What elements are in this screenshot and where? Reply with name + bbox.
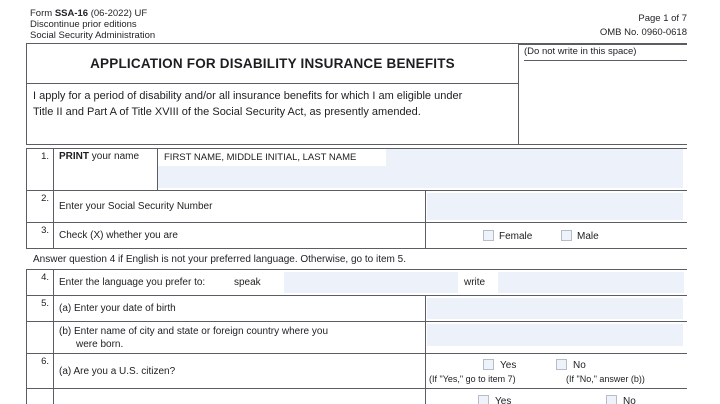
date-of-birth-field[interactable]	[427, 298, 683, 319]
language-instruction-note: Answer question 4 if English is not your preferred language. Otherwise, go to item 5.	[26, 248, 687, 269]
q6b-label-empty	[54, 389, 426, 404]
male-label: Male	[577, 231, 599, 242]
q4-label: Enter the language you prefer to:	[59, 277, 206, 288]
row-q1	[26, 148, 687, 190]
q5a-label: (a) Enter your date of birth	[54, 296, 426, 321]
q5a-answer-cell	[426, 296, 687, 321]
row-q6a	[26, 353, 687, 388]
q6a-answer-cell	[426, 354, 687, 388]
q5-number: 5.	[27, 296, 54, 321]
q4-speak-label: speak	[234, 277, 261, 288]
q1-label-bold: PRINT	[59, 151, 89, 162]
row-q5a	[26, 295, 687, 321]
page-indicator: Page 1 of 7	[638, 13, 687, 24]
q1-number: 1.	[27, 149, 54, 190]
q5b-label-line1: (b) Enter name of city and state or foreign country where you	[59, 326, 329, 337]
q5b-label	[54, 322, 426, 353]
do-not-write-box	[518, 44, 687, 145]
citizen-yes-label: Yes	[500, 360, 517, 371]
row-q6b	[26, 388, 687, 404]
q4-number: 4.	[27, 270, 54, 295]
discontinue-note: Discontinue prior editions	[30, 19, 137, 30]
q6b-number-empty	[27, 389, 54, 404]
place-of-birth-field[interactable]	[427, 324, 683, 346]
title-intro-box	[26, 44, 518, 145]
row-q5b	[26, 321, 687, 353]
citizen-yes-checkbox[interactable]	[483, 359, 494, 370]
q3-answer-cell	[426, 223, 687, 248]
q2-answer-cell	[426, 191, 687, 222]
form-number: SSA-16	[54, 8, 89, 19]
row-q3	[26, 222, 687, 248]
form-id-prefix: Form	[30, 8, 53, 19]
q2-number: 2.	[27, 191, 54, 222]
citizen-no-label: No	[573, 360, 586, 371]
q6b-answer-cell	[426, 389, 687, 404]
speak-language-field[interactable]	[284, 272, 458, 293]
q5b-label-line2: were born.	[76, 338, 124, 350]
q1-field-gap	[683, 149, 687, 190]
name-input-field[interactable]	[158, 149, 687, 190]
q5b-number-empty	[27, 322, 54, 353]
agency-name: Social Security Administration	[30, 30, 156, 41]
q5b-answer-cell	[426, 322, 687, 353]
row-q2	[26, 190, 687, 222]
do-not-write-label: (Do not write in this space)	[524, 46, 687, 61]
male-checkbox[interactable]	[561, 230, 572, 241]
form-title: APPLICATION FOR DISABILITY INSURANCE BENEFITS	[90, 56, 455, 71]
intro-paragraph: I apply for a period of disability and/or all insurance benefits for which I am eligible under Title II and Part A of Title XVIII of the Social Security Act, as presently amended.	[33, 90, 463, 118]
female-label: Female	[499, 231, 533, 242]
q6-number: 6.	[27, 354, 54, 388]
write-language-field[interactable]	[498, 272, 684, 293]
q6a-label: (a) Are you a U.S. citizen?	[54, 354, 426, 388]
q1-label-rest: your name	[91, 151, 140, 162]
q6b-yes-checkbox[interactable]	[478, 395, 489, 404]
q2-label: Enter your Social Security Number	[54, 191, 426, 222]
form-id-line	[30, 8, 147, 19]
omb-number: OMB No. 0960-0618	[599, 27, 687, 38]
ssn-input-field[interactable]	[427, 193, 683, 220]
q6b-no-checkbox[interactable]	[606, 395, 617, 404]
citizen-no-note: (If "No," answer (b))	[566, 374, 645, 384]
q1-label	[54, 149, 158, 190]
q6b-yes-label: Yes	[495, 396, 512, 404]
q4-write-label: write	[464, 277, 486, 288]
title-bar	[27, 44, 518, 84]
q1-field-caption: FIRST NAME, MIDDLE INITIAL, LAST NAME	[158, 149, 386, 166]
form-id-suffix: (06-2022) UF	[90, 8, 148, 19]
row-q4	[26, 269, 687, 295]
q6b-no-label: No	[623, 396, 636, 404]
citizen-yes-note: (If "Yes," go to item 7)	[429, 374, 516, 384]
q3-number: 3.	[27, 223, 54, 248]
citizen-no-checkbox[interactable]	[556, 359, 567, 370]
q3-label: Check (X) whether you are	[54, 223, 426, 248]
female-checkbox[interactable]	[483, 230, 494, 241]
